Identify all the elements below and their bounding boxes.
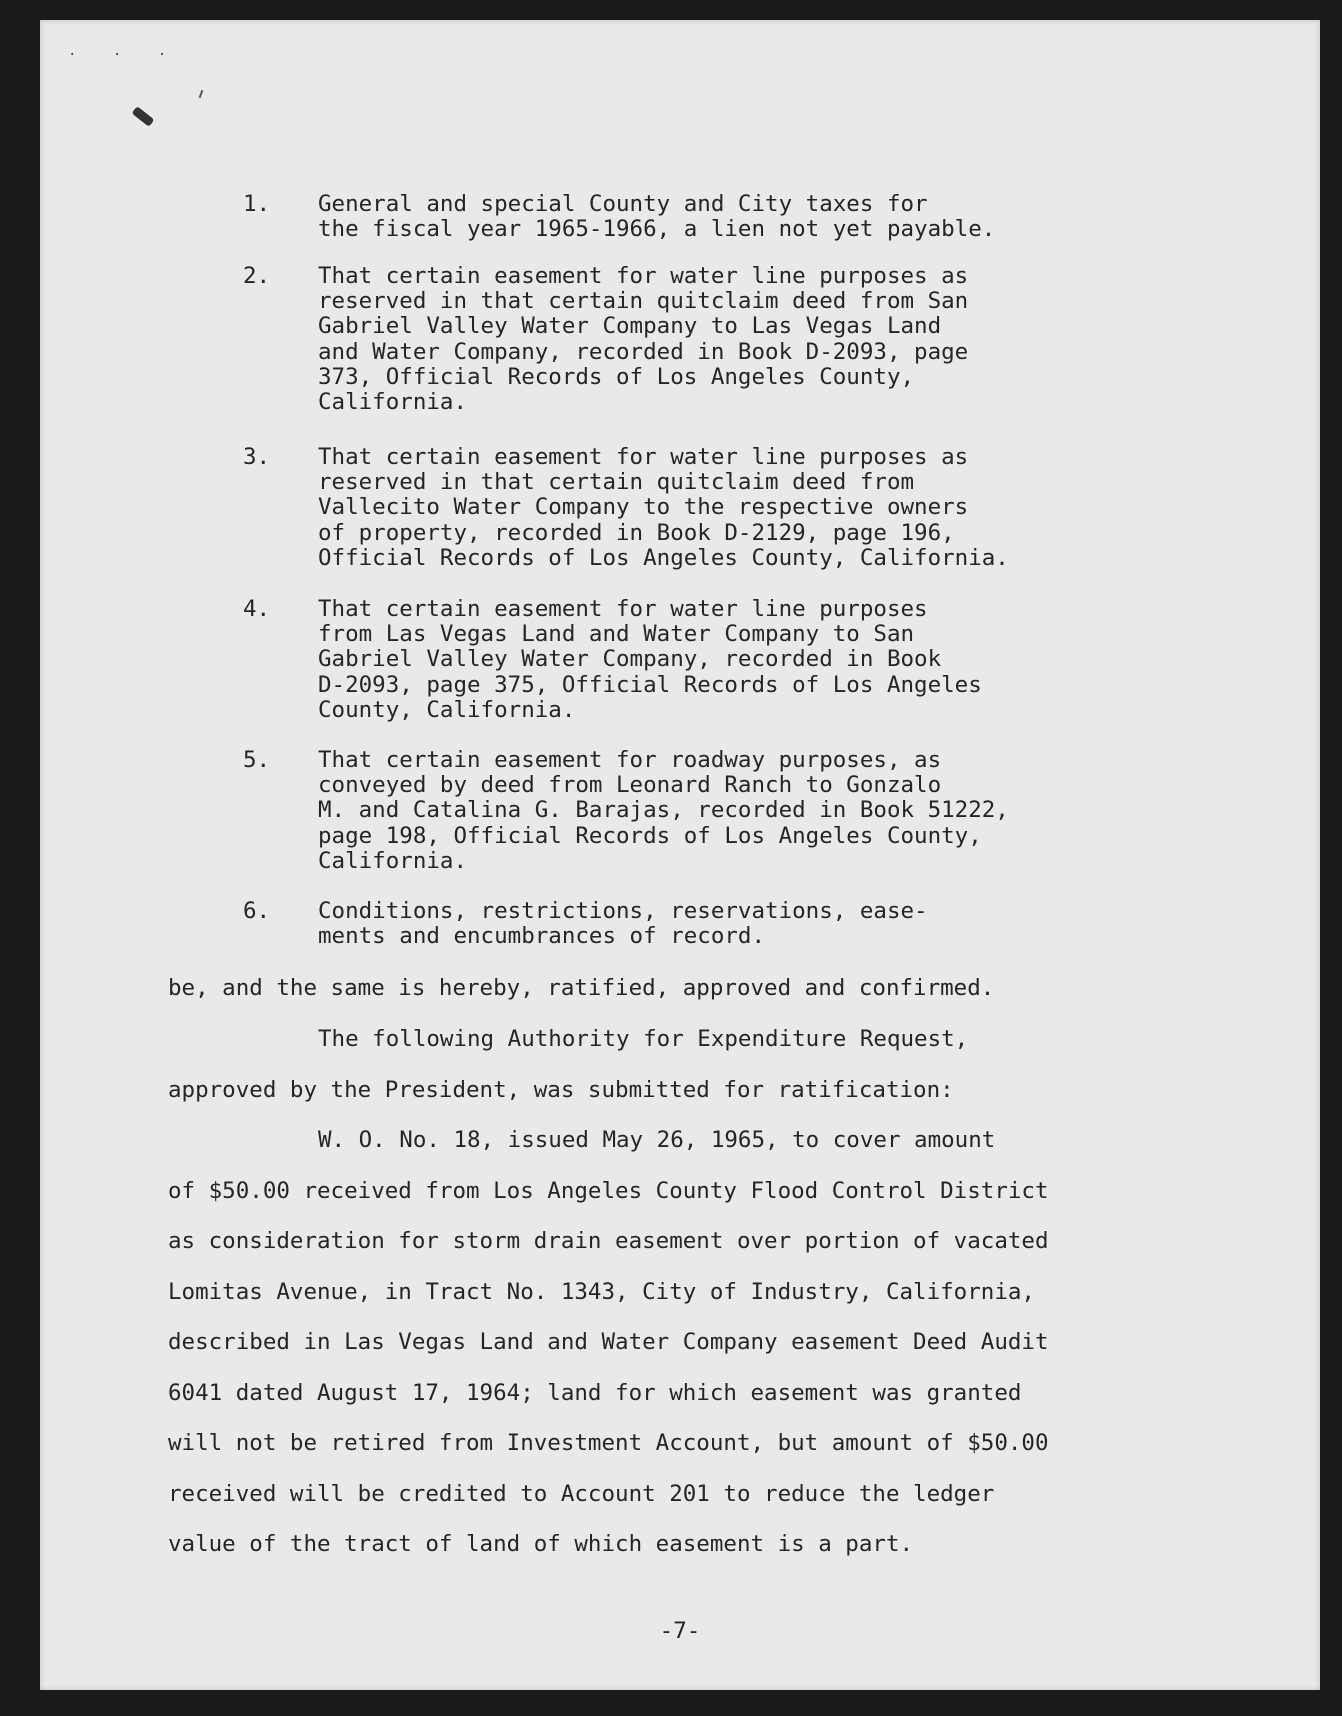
- text-line: as consideration for storm drain easement over portion of vacated: [168, 1228, 1049, 1254]
- pencil-tick: [199, 90, 204, 98]
- item-text: That certain easement for water line purposes as reserved in that certain quitclaim deed from Vallecito Water Company to the respective owners of property, recorded in Book D-2129, page 196, Official Records of Los Angeles County, California.: [318, 444, 1009, 571]
- text-line: 6041 dated August 17, 1964; land for which easement was granted: [168, 1379, 1022, 1406]
- text-line: approved by the President, was submitted for ratification:: [168, 1076, 954, 1103]
- item-text: Conditions, restrictions, reservations, ease- ments and encumbrances of record.: [318, 898, 928, 950]
- document-page: [40, 20, 1320, 1690]
- ink-smudge: [132, 106, 155, 127]
- text-line: Lomitas Avenue, in Tract No. 1343, City of Industry, California,: [168, 1278, 1035, 1305]
- text-line: W. O. No. 18, issued May 26, 1965, to cover amount: [318, 1127, 996, 1153]
- text-line: will not be retired from Investment Account, but amount of $50.00: [168, 1430, 1049, 1456]
- afe-paragraph: [168, 1014, 1178, 1115]
- text-line: The following Authority for Expenditure Request,: [318, 1026, 969, 1052]
- item-number: 6.: [243, 898, 271, 924]
- item-number: 3.: [243, 444, 271, 470]
- item-number: 2.: [243, 263, 271, 289]
- ratified-statement: [168, 963, 1178, 1014]
- corner-scan-marks: · · ·: [68, 47, 181, 63]
- item-text: That certain easement for water line purposes as reserved in that certain quitclaim deed from San Gabriel Valley Water Company to Las Vegas Land and Water Company, recorded in Book D-2093, page 373, Official Records of Los Angeles County, California.: [318, 263, 969, 416]
- item-text: General and special County and City taxes for the fiscal year 1965-1966, a lien not yet payable.: [318, 191, 996, 243]
- item-text: That certain easement for water line purposes from Las Vegas Land and Water Company to San Gabriel Valley Water Company, recorded in Book D-2093, page 375, Official Records of Los Angeles County, California.: [318, 596, 982, 723]
- work-order-paragraph: [168, 1115, 1178, 1570]
- item-number: 5.: [243, 747, 271, 773]
- text-line: of $50.00 received from Los Angeles County Flood Control District: [168, 1177, 1049, 1204]
- text-line: value of the tract of land of which easement is a part.: [168, 1531, 914, 1557]
- item-number: 1.: [243, 191, 271, 217]
- page-number: -7-: [659, 1618, 701, 1644]
- text-line: be, and the same is hereby, ratified, approved and confirmed.: [168, 975, 995, 1001]
- text-line: received will be credited to Account 201 to reduce the ledger: [168, 1480, 995, 1507]
- item-number: 4.: [243, 596, 271, 622]
- text-line: described in Las Vegas Land and Water Company easement Deed Audit: [168, 1329, 1049, 1355]
- item-text: That certain easement for roadway purposes, as conveyed by deed from Leonard Ranch to Gonzalo M. and Catalina G. Barajas, recorded in Book 51222, page 198, Official Records of Los Angeles County, California.: [318, 747, 1009, 874]
